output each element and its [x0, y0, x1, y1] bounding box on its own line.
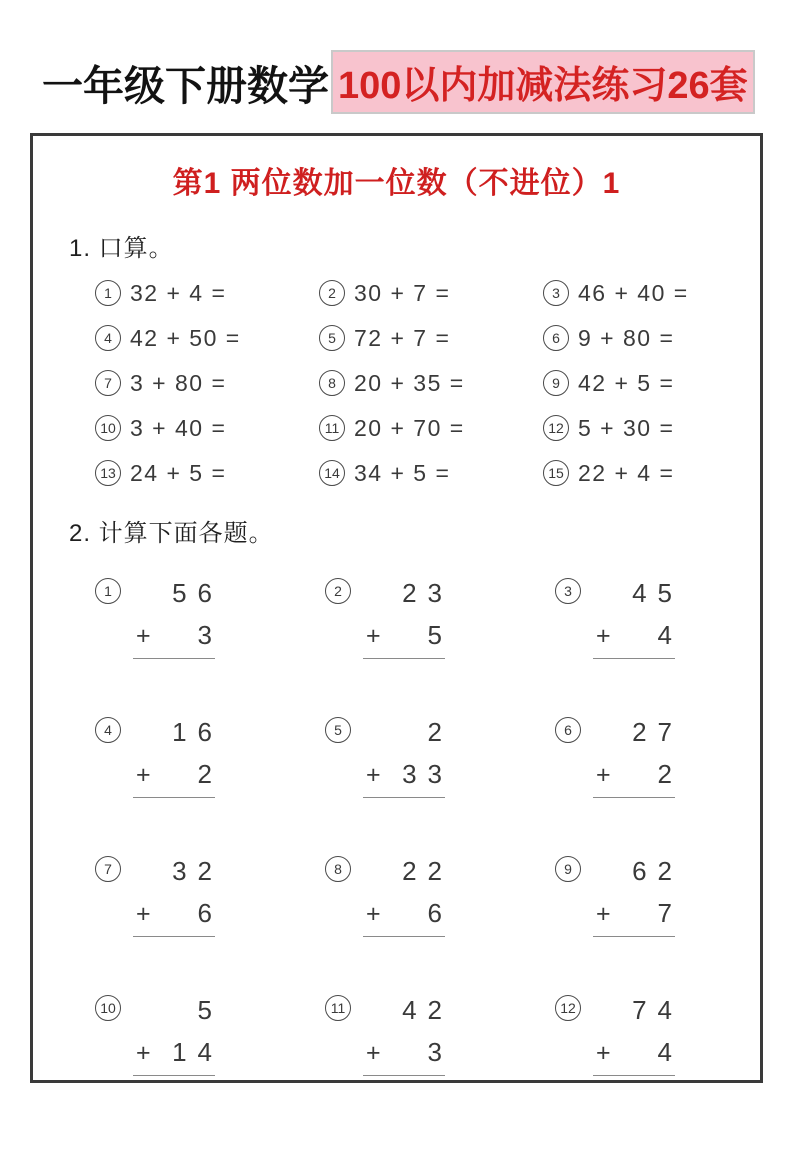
problem-number-badge: 11	[319, 415, 345, 441]
top-addend: 27	[632, 717, 683, 747]
problem-expression: 3 + 80 =	[130, 369, 227, 396]
plus-sign: +	[366, 761, 381, 789]
header-grade-label: 一年级下册数学	[42, 62, 329, 109]
worksheet-title: 第1 两位数加一位数（不进位）1	[172, 167, 621, 200]
problem-number-badge: 8	[319, 370, 345, 396]
problem-number-badge: 15	[543, 460, 569, 486]
bottom-addend: 6	[197, 898, 223, 928]
column-addition	[596, 715, 683, 807]
top-addend: 22	[402, 856, 453, 886]
oral-problem-13	[95, 459, 319, 487]
problem-number-badge: 9	[543, 370, 569, 396]
top-addend: 2	[427, 717, 453, 747]
problem-number-badge: 9	[555, 856, 581, 882]
vertical-problem-5	[325, 715, 555, 807]
oral-problems-grid	[95, 279, 760, 487]
bottom-addend: 3	[197, 620, 223, 650]
problem-expression: 32 + 4 =	[130, 279, 227, 306]
problem-expression: 22 + 4 =	[578, 459, 675, 486]
oral-problem-3	[543, 279, 760, 307]
oral-problem-10	[95, 414, 319, 442]
column-addition	[366, 854, 453, 946]
vertical-problem-6	[555, 715, 760, 807]
problem-number-badge: 12	[543, 415, 569, 441]
top-addend: 62	[632, 856, 683, 886]
bottom-addend: 33	[402, 759, 453, 789]
column-addition	[136, 715, 223, 807]
bottom-addend: 3	[427, 1037, 453, 1067]
header-highlight-label: 100以内加减法练习26套	[331, 50, 755, 114]
vertical-problem-9	[555, 854, 760, 946]
oral-problem-12	[543, 414, 760, 442]
problem-number-badge: 8	[325, 856, 351, 882]
oral-problem-9	[543, 369, 760, 397]
answer-line	[133, 797, 215, 798]
problem-expression: 42 + 5 =	[578, 369, 675, 396]
oral-problem-8	[319, 369, 543, 397]
answer-line	[593, 658, 675, 659]
problem-number-badge: 2	[319, 280, 345, 306]
problem-expression: 34 + 5 =	[354, 459, 451, 486]
plus-sign: +	[596, 1039, 611, 1067]
bottom-addend: 2	[657, 759, 683, 789]
bottom-addend: 14	[172, 1037, 223, 1067]
problem-number-badge: 10	[95, 995, 121, 1021]
top-addend: 23	[402, 578, 453, 608]
column-addition	[136, 854, 223, 946]
plus-sign: +	[136, 622, 151, 650]
top-addend: 56	[172, 578, 223, 608]
answer-line	[363, 1075, 445, 1076]
problem-number-badge: 3	[555, 578, 581, 604]
plus-sign: +	[136, 761, 151, 789]
column-addition	[136, 576, 223, 668]
bottom-addend: 4	[657, 1037, 683, 1067]
top-addend: 74	[632, 995, 683, 1025]
oral-problem-7	[95, 369, 319, 397]
answer-line	[593, 936, 675, 937]
answer-line	[363, 658, 445, 659]
problem-number-badge: 14	[319, 460, 345, 486]
column-addition	[136, 993, 223, 1085]
section2-heading: 2. 计算下面各题。	[69, 520, 274, 547]
answer-line	[593, 797, 675, 798]
plus-sign: +	[596, 761, 611, 789]
problem-expression: 72 + 7 =	[354, 324, 451, 351]
problem-number-badge: 13	[95, 460, 121, 486]
answer-line	[593, 1075, 675, 1076]
problem-number-badge: 5	[325, 717, 351, 743]
problem-number-badge: 5	[319, 325, 345, 351]
oral-problem-5	[319, 324, 543, 352]
problem-expression: 20 + 70 =	[354, 414, 465, 441]
plus-sign: +	[366, 900, 381, 928]
oral-problem-15	[543, 459, 760, 487]
plus-sign: +	[596, 622, 611, 650]
problem-number-badge: 12	[555, 995, 581, 1021]
worksheet-box	[30, 133, 763, 1083]
bottom-addend: 7	[657, 898, 683, 928]
oral-problem-11	[319, 414, 543, 442]
top-addend: 45	[632, 578, 683, 608]
plus-sign: +	[596, 900, 611, 928]
bottom-addend: 4	[657, 620, 683, 650]
plus-sign: +	[366, 1039, 381, 1067]
problem-number-badge: 7	[95, 370, 121, 396]
oral-problem-4	[95, 324, 319, 352]
column-addition	[596, 854, 683, 946]
answer-line	[133, 1075, 215, 1076]
oral-problem-14	[319, 459, 543, 487]
problem-number-badge: 1	[95, 578, 121, 604]
answer-line	[363, 936, 445, 937]
top-addend: 16	[172, 717, 223, 747]
oral-problem-2	[319, 279, 543, 307]
plus-sign: +	[136, 1039, 151, 1067]
vertical-problem-11	[325, 993, 555, 1085]
problem-number-badge: 2	[325, 578, 351, 604]
vertical-problem-10	[95, 993, 325, 1085]
bottom-addend: 6	[427, 898, 453, 928]
problem-number-badge: 4	[95, 717, 121, 743]
oral-problem-6	[543, 324, 760, 352]
top-addend: 32	[172, 856, 223, 886]
answer-line	[133, 936, 215, 937]
problem-expression: 3 + 40 =	[130, 414, 227, 441]
plus-sign: +	[136, 900, 151, 928]
problem-number-badge: 7	[95, 856, 121, 882]
column-addition	[366, 715, 453, 807]
problem-expression: 5 + 30 =	[578, 414, 675, 441]
column-addition	[596, 993, 683, 1085]
problem-number-badge: 6	[555, 717, 581, 743]
column-addition	[366, 576, 453, 668]
vertical-problems-grid	[95, 576, 760, 1085]
problem-number-badge: 4	[95, 325, 121, 351]
column-addition	[366, 993, 453, 1085]
column-addition	[596, 576, 683, 668]
problem-expression: 46 + 40 =	[578, 279, 689, 306]
answer-line	[133, 658, 215, 659]
problem-expression: 30 + 7 =	[354, 279, 451, 306]
section1-heading: 1. 口算。	[69, 235, 174, 262]
top-addend: 5	[197, 995, 223, 1025]
problem-expression: 42 + 50 =	[130, 324, 241, 351]
problem-number-badge: 3	[543, 280, 569, 306]
vertical-problem-12	[555, 993, 760, 1085]
problem-number-badge: 10	[95, 415, 121, 441]
oral-problem-1	[95, 279, 319, 307]
problem-number-badge: 6	[543, 325, 569, 351]
vertical-problem-2	[325, 576, 555, 668]
answer-line	[363, 797, 445, 798]
bottom-addend: 2	[197, 759, 223, 789]
page-header	[42, 50, 793, 114]
bottom-addend: 5	[427, 620, 453, 650]
vertical-problem-1	[95, 576, 325, 668]
vertical-problem-4	[95, 715, 325, 807]
vertical-problem-8	[325, 854, 555, 946]
problem-number-badge: 11	[325, 995, 351, 1021]
problem-number-badge: 1	[95, 280, 121, 306]
vertical-problem-3	[555, 576, 760, 668]
top-addend: 42	[402, 995, 453, 1025]
problem-expression: 20 + 35 =	[354, 369, 465, 396]
problem-expression: 9 + 80 =	[578, 324, 675, 351]
plus-sign: +	[366, 622, 381, 650]
problem-expression: 24 + 5 =	[130, 459, 227, 486]
vertical-problem-7	[95, 854, 325, 946]
